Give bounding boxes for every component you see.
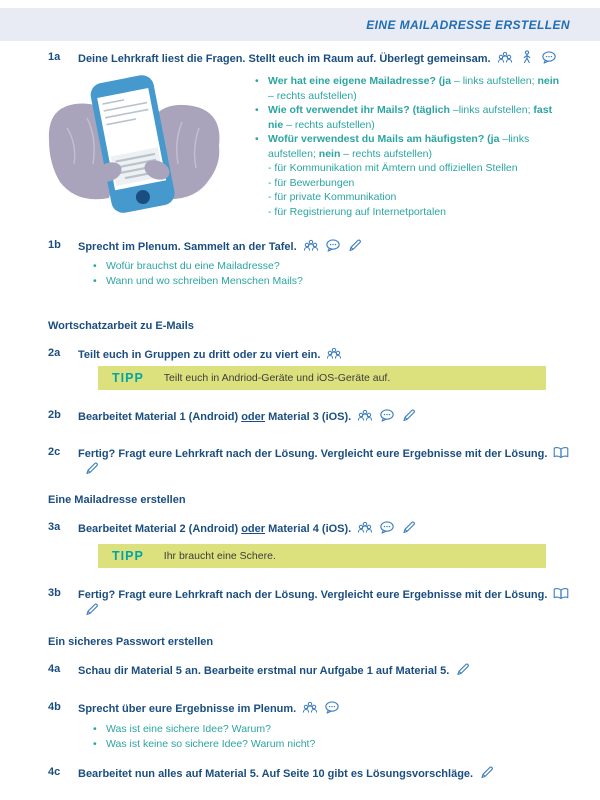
task-2b-text: Bearbeitet Material 1 (Android) oder Material 3 (iOS). [78, 408, 584, 424]
task-2b [48, 408, 584, 424]
task-1a-bullet-list [255, 74, 567, 219]
page-title: EINE MAILADRESSE ERSTELLEN [366, 17, 570, 32]
task-3a-text: Bearbeitet Material 2 (Android) oder Material 4 (iOS). [78, 520, 584, 536]
task-1a [48, 50, 584, 66]
task-3b-text: Fertig? Fragt eure Lehrkraft nach der Lösung. Vergleicht eure Ergebnisse mit der Lösung. [78, 586, 584, 618]
open-book-icon [553, 445, 569, 460]
task-4a-text: Schau dir Material 5 an. Bearbeite erstmal nur Aufgabe 1 auf Material 5. [78, 662, 584, 678]
bullet-item: • Wann und wo schreiben Menschen Mails? [93, 274, 513, 289]
task-1b-text: Sprecht im Plenum. Sammelt an der Tafel. [78, 238, 584, 254]
task-2a-number: 2a [48, 347, 61, 359]
pencil-icon [84, 461, 100, 476]
task-4c-number: 4c [48, 766, 61, 778]
speech-bubble-icon [379, 408, 395, 423]
task-4b-bullet-list [93, 722, 513, 751]
bullet-sub-item: - für Kommunikation mit Ämtern und offiziellen Stellen [268, 162, 518, 174]
tip-text: Teilt euch in Andriod-Geräte und iOS-Geräte auf. [163, 372, 391, 384]
task-1a-number: 1a [48, 51, 61, 63]
page-header-band [0, 8, 600, 41]
task-3a-number: 3a [48, 521, 61, 533]
pencil-icon [401, 408, 417, 423]
group-icon [357, 408, 373, 423]
task-2a-text: Teilt euch in Gruppen zu dritt oder zu viert ein. [78, 346, 584, 362]
bullet-item: • Wie oft verwendet ihr Mails? (täglich –links aufstellen; fast nie – rechts aufstellen) [255, 103, 567, 132]
tip-label: TIPP [112, 371, 144, 385]
task-2c [48, 445, 584, 477]
task-4b-text: Sprecht über eure Ergebnisse im Plenum. [78, 700, 584, 716]
pencil-icon [479, 765, 495, 780]
group-icon [303, 238, 319, 253]
task-3b-number: 3b [48, 587, 61, 599]
task-1b [48, 238, 584, 254]
speech-bubble-icon [325, 238, 341, 253]
task-2a [48, 346, 584, 362]
task-1b-bullet-list [93, 259, 513, 288]
pencil-icon [347, 238, 363, 253]
bullet-item: • Was ist eine sichere Idee? Warum? [93, 722, 513, 737]
speech-bubble-icon [379, 520, 395, 535]
group-icon [326, 346, 342, 361]
pencil-icon [84, 602, 100, 617]
bullet-item: • Wofür brauchst du eine Mailadresse? [93, 259, 513, 274]
pencil-icon [401, 520, 417, 535]
group-icon [497, 50, 513, 65]
task-2b-number: 2b [48, 409, 61, 421]
section-heading-mailadresse: Eine Mailadresse erstellen [48, 494, 186, 506]
task-4c-text: Bearbeitet nun alles auf Material 5. Auf Seite 10 gibt es Lösungsvorschläge. [78, 765, 584, 781]
task-3b [48, 586, 584, 618]
task-3a [48, 520, 584, 536]
task-4a-number: 4a [48, 663, 61, 675]
task-2c-number: 2c [48, 446, 61, 458]
section-heading-passwort: Ein sicheres Passwort erstellen [48, 636, 214, 648]
speech-bubble-icon [324, 700, 340, 715]
task-4c [48, 765, 584, 781]
standing-person-icon [519, 50, 535, 65]
bullet-item: • Was ist keine so sichere Idee? Warum nicht? [93, 737, 513, 752]
bullet-item: • Wer hat eine eigene Mailadresse? (ja – links aufstellen; nein – rechts aufstellen) [255, 74, 567, 103]
bullet-sub-item: - für private Kommunikation [268, 191, 397, 203]
tip-box-2 [98, 544, 546, 568]
group-icon [357, 520, 373, 535]
task-4b-number: 4b [48, 701, 61, 713]
tip-text: Ihr braucht eine Schere. [163, 550, 276, 562]
task-4a [48, 662, 584, 678]
phone-hands-drawing [45, 68, 223, 220]
task-1b-number: 1b [48, 239, 61, 251]
open-book-icon [553, 586, 569, 601]
group-icon [302, 700, 318, 715]
bullet-sub-item: - für Registrierung auf Internetportalen [268, 205, 447, 218]
task-2c-text: Fertig? Fragt eure Lehrkraft nach der Lösung. Vergleicht eure Ergebnisse mit der Lösung. [78, 445, 584, 477]
task-1a-text: Deine Lehrkraft liest die Fragen. Stellt euch im Raum auf. Überlegt gemeinsam. [78, 50, 584, 66]
section-heading-wortschatzarbeit: Wortschatzarbeit zu E-Mails [48, 320, 194, 332]
bullet-item: • Wofür verwendest du Mails am häufigsten? (ja –links aufstellen; nein – rechts aufstellen) [255, 132, 567, 161]
phone-hands-illustration [45, 68, 223, 220]
tip-label: TIPP [112, 549, 144, 563]
tip-box-1 [98, 366, 546, 390]
pencil-icon [455, 662, 471, 677]
speech-bubble-icon [541, 50, 557, 65]
task-4b [48, 700, 584, 716]
bullet-sub-item: - für Bewerbungen [268, 176, 355, 189]
